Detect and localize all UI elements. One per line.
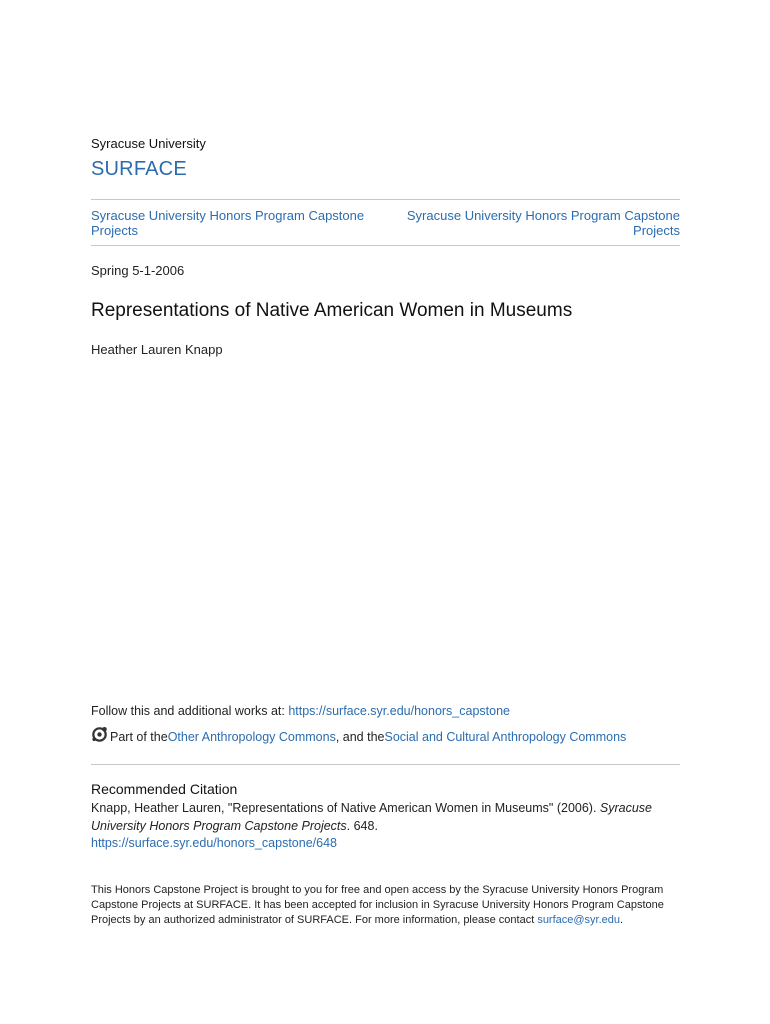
- notice-end: .: [620, 914, 624, 926]
- part-of-prefix: Part of the: [110, 729, 168, 744]
- divider-collections: [91, 245, 680, 246]
- access-notice: [91, 883, 680, 928]
- other-anthropology-commons-link[interactable]: Other Anthropology Commons: [167, 729, 336, 744]
- social-cultural-anthropology-commons-link[interactable]: Social and Cultural Anthropology Commons: [384, 729, 627, 744]
- citation-heading: Recommended Citation: [91, 781, 238, 797]
- part-of-middle: , and the: [335, 729, 385, 744]
- divider-top: [91, 199, 680, 200]
- contact-email-link[interactable]: surface@syr.edu: [537, 914, 621, 926]
- collection-link-left[interactable]: Syracuse University Honors Program Capstone Projects: [91, 208, 365, 238]
- divider-citation: [91, 764, 680, 765]
- citation-number: . 648.: [346, 818, 378, 833]
- institution-name: Syracuse University: [91, 136, 206, 151]
- repository-link[interactable]: SURFACE: [91, 158, 187, 180]
- collection-link-right[interactable]: Syracuse University Honors Program Capstone Projects: [406, 208, 680, 238]
- citation-body: Knapp, Heather Lauren, "Representations of Native American Women in Museums" (2006).: [91, 801, 600, 815]
- follow-url-link[interactable]: https://surface.syr.edu/honors_capstone: [288, 704, 510, 718]
- network-icon: [91, 726, 108, 743]
- publication-date: Spring 5-1-2006: [91, 263, 185, 278]
- part-of-line: [91, 728, 626, 745]
- citation-url-link[interactable]: https://surface.syr.edu/honors_capstone/648: [91, 836, 337, 850]
- follow-prefix: Follow this and additional works at:: [91, 704, 289, 718]
- citation-text: [91, 800, 680, 853]
- notice-text: This Honors Capstone Project is brought to you for free and open access by the Syracuse University Honors Program Capstone Projects at SURFACE. It has been accepted for inclusion in Syracuse University Honors Program Capstone Projects by an authorized administrator of SURFACE. For more information, please contact: [91, 884, 664, 926]
- follow-line: [91, 704, 510, 718]
- citation-series: Syracuse University Honors Program Capstone Projects: [91, 801, 653, 833]
- author-name: Heather Lauren Knapp: [91, 342, 223, 357]
- cover-page: [91, 0, 680, 1024]
- document-title: Representations of Native American Women in Museums: [91, 300, 573, 321]
